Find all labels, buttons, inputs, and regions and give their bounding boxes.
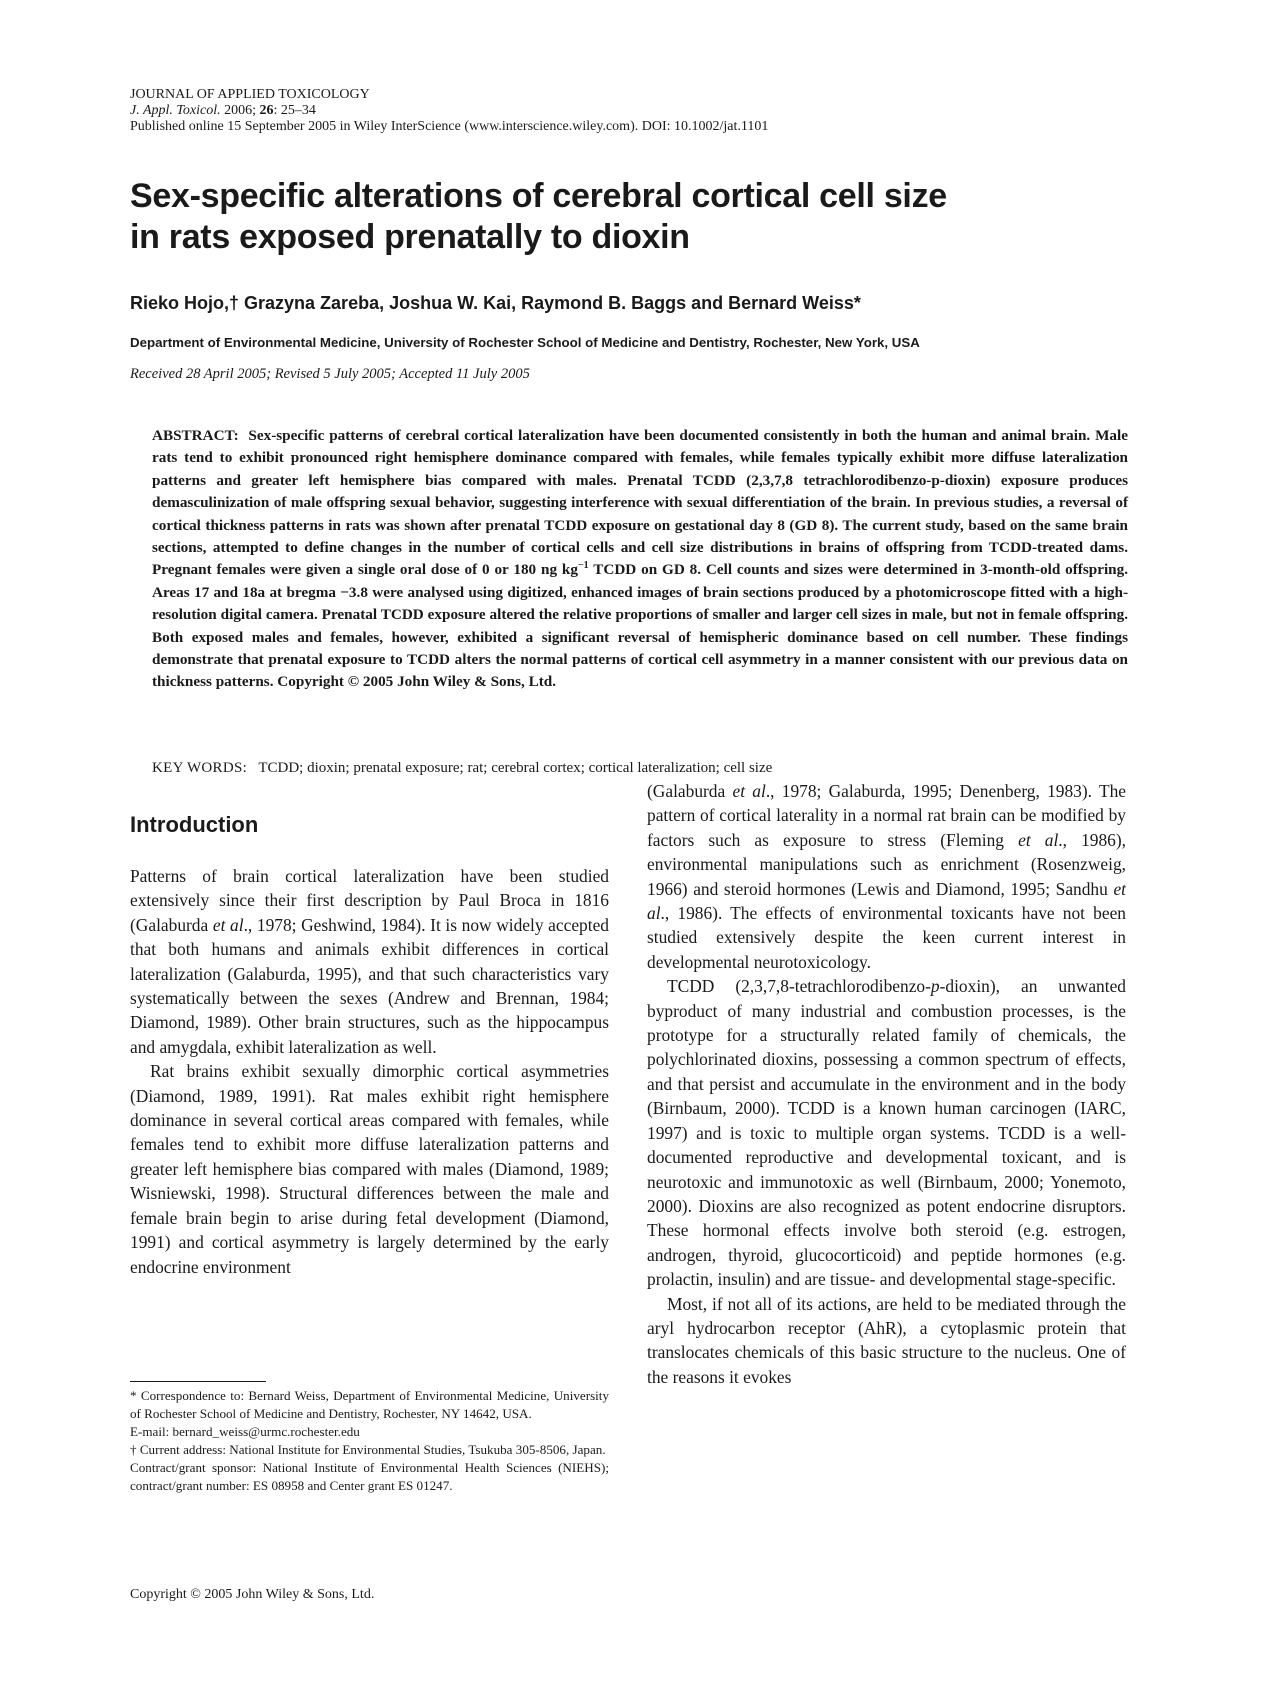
footnote-email: E-mail: bernard_weiss@urmc.rochester.edu xyxy=(130,1424,360,1439)
intro-r1-text-c: ., 1986), environmental manipulations such as enrichment (Rosenzweig, 1966) and steroid hormones (Lewis and Diamond, 1995; Sandhu xyxy=(647,829,1126,899)
intro-r1-etal-2: et al xyxy=(1018,829,1059,850)
journal-abbrev: J. Appl. Toxicol. xyxy=(130,103,221,118)
keywords-text: TCDD; dioxin; prenatal exposure; rat; cerebral cortex; cortical lateralization; cell size xyxy=(258,760,773,776)
journal-pages: : 25–34 xyxy=(273,103,316,118)
right-column xyxy=(647,779,1126,1389)
footnote-grant: Contract/grant sponsor: National Institute of Environmental Health Sciences (NIEHS); contract/grant number: ES 08958 and Center grant ES 01247. xyxy=(130,1460,609,1493)
journal-header xyxy=(130,87,768,135)
intro-p1-text-a: Patterns of brain cortical lateralization have been studied extensively since their first description by Paul Broca in 1816 (Galaburda xyxy=(130,866,609,935)
abstract-text-part-2: TCDD on GD 8. Cell counts and sizes were determined in 3-month-old offspring. Areas 17 and 18a at bregma −3.8 were analysed using digitized, enhanced images of brain sections produced by a photomicroscope fitted with a high-resolution digital camera. Prenatal TCDD exposure altered the relative proportions of smaller and larger cell sizes in male, but not in female offspring. Both exposed males and females, however, exhibited a significant reversal of hemispheric dominance based on cell number. These findings demonstrate that prenatal exposure to TCDD alters the normal patterns of cortical cell asymmetry in a manner consistent with our previous data on thickness patterns. Copyright © 2005 John Wiley & Sons, Ltd. xyxy=(152,561,1128,691)
intro-p1-etal: et al xyxy=(212,914,244,935)
footnotes xyxy=(130,1387,609,1495)
intro-paragraph-1 xyxy=(130,864,609,1059)
received-dates: Received 28 April 2005; Revised 5 July 2005; Accepted 11 July 2005 xyxy=(130,366,530,382)
intro-paragraph-2: Rat brains exhibit sexually dimorphic cortical asymmetries (Diamond, 1989, 1991). Rat males exhibit right hemisphere dominance in several cortical areas compared with females, while females tend to exhibit more diffuse lateralization patterns and greater left hemisphere bias compared with males (Diamond, 1989; Wisniewski, 1998). Structural differences between the male and female brain begin to arise during fetal development (Diamond, 1991) and cortical asymmetry is largely determined by the early endocrine environment xyxy=(130,1061,609,1277)
article-title xyxy=(130,176,1130,258)
journal-volume: 26 xyxy=(259,103,274,118)
footnote-correspondence: * Correspondence to: Bernard Weiss, Department of Environmental Medicine, University of Rochester School of Medicine and Dentistry, Rochester, NY 14642, USA. xyxy=(130,1388,609,1421)
intro-r2-p-italic: p xyxy=(930,976,940,997)
left-column xyxy=(130,864,609,1279)
keywords-label: KEY WORDS: xyxy=(152,760,248,776)
abstract-label: ABSTRACT: xyxy=(152,427,239,444)
intro-r1-etal-1: et al xyxy=(732,781,766,801)
intro-paragraph-4 xyxy=(647,974,1126,1291)
footnote-current-address: † Current address: National Institute for Environmental Studies, Tsukuba 305-8506, Japan. xyxy=(130,1442,606,1457)
article-title-line-1: Sex-specific alterations of cerebral cortical cell size xyxy=(130,177,947,215)
intro-r1-etal-3: et al xyxy=(647,878,1126,924)
intro-paragraph-5: Most, if not all of its actions, are held to be mediated through the aryl hydrocarbon receptor (AhR), a cytoplasmic protein that translocates chemicals of this basic structure to the nucleus. One of the reasons it evokes xyxy=(647,1293,1126,1387)
intro-r2-text-b: -dioxin), an unwanted byproduct of many industrial and combustion processes, is the prototype for a structurally related family of chemicals, the polychlorinated dioxins, possessing a common spectrum of effects, and that persist and accumulate in the environment and in the body (Birnbaum, 2000). TCDD is a known human carcinogen (IARC, 1997) and is toxic to multiple organ systems. TCDD is a well-documented reproductive and developmental toxicant, and is neurotoxic and immunotoxic as well (Birnbaum, 2000; Yonemoto, 2000). Dioxins are also recognized as potent endocrine disruptors. These hormonal effects involve both steroid (e.g. estrogen, androgen, thyroid, glucocorticoid) and peptide hormones (e.g. prolactin, insulin) and are tissue- and developmental stage-specific. xyxy=(647,976,1126,1290)
abstract-unit-superscript: −1 xyxy=(577,560,589,572)
published-online: Published online 15 September 2005 in Wiley InterScience (www.interscience.wiley.com). DOI: 10.1002/jat.1101 xyxy=(130,119,769,134)
journal-citation xyxy=(130,103,768,119)
keywords xyxy=(152,760,772,777)
journal-year: 2006; xyxy=(220,103,260,118)
affiliation: Department of Environmental Medicine, University of Rochester School of Medicine and Dentistry, Rochester, New York, USA xyxy=(130,335,920,350)
author-list: Rieko Hojo,† Grazyna Zareba, Joshua W. Kai, Raymond B. Baggs and Bernard Weiss* xyxy=(130,293,861,313)
intro-r1-text-a: (Galaburda xyxy=(647,781,733,801)
section-heading-introduction: Introduction xyxy=(130,812,259,837)
intro-r1-text-b: ., 1978; Galaburda, 1995; Denenberg, 1983). The pattern of cortical laterality in a normal rat brain can be modified by factors such as exposure to stress (Fleming xyxy=(647,781,1126,850)
intro-p1-text-b: ., 1978; Geshwind, 1984). It is now widely accepted that both humans and animals exhibit differences in cortical lateralization (Galaburda, 1995), and that such characteristics vary systematically between the sexes (Andrew and Brennan, 1984; Diamond, 1989). Other brain structures, such as the hippocampus and amygdala, exhibit lateralization as well. xyxy=(130,914,609,1057)
intro-r2-text-a: TCDD (2,3,7,8-tetrachlorodibenzo- xyxy=(667,976,931,997)
intro-paragraph-3 xyxy=(647,779,1126,974)
footer-copyright: Copyright © 2005 John Wiley & Sons, Ltd. xyxy=(130,1587,375,1602)
footnote-divider xyxy=(130,1381,266,1382)
article-title-line-2: in rats exposed prenatally to dioxin xyxy=(130,218,690,256)
intro-r1-text-d: ., 1986). The effects of environmental toxicants have not been studied extensively despite the keen current interest in developmental neurotoxicology. xyxy=(647,903,1126,972)
abstract xyxy=(152,425,1128,694)
journal-name: JOURNAL OF APPLIED TOXICOLOGY xyxy=(130,87,370,102)
abstract-text-part-1: Sex-specific patterns of cerebral cortical lateralization have been documented consistently in both the human and animal brain. Male rats tend to exhibit pronounced right hemisphere dominance compared with females, while females typically exhibit more diffuse lateralization patterns and greater left hemisphere bias compared with males. Prenatal TCDD (2,3,7,8 tetrachlorodibenzo-p-dioxin) exposure produces demasculinization of male offspring sexual behavior, suggesting interference with sexual differentiation of the brain. In previous studies, a reversal of cortical thickness patterns in rats was shown after prenatal TCDD exposure on gestational day 8 (GD 8). The current study, based on the same brain sections, attempted to define changes in the number of cortical cells and cell size distributions in brains of offspring from TCDD-treated dams. Pregnant females were given a single oral dose of 0 or 180 ng kg xyxy=(152,427,1128,579)
